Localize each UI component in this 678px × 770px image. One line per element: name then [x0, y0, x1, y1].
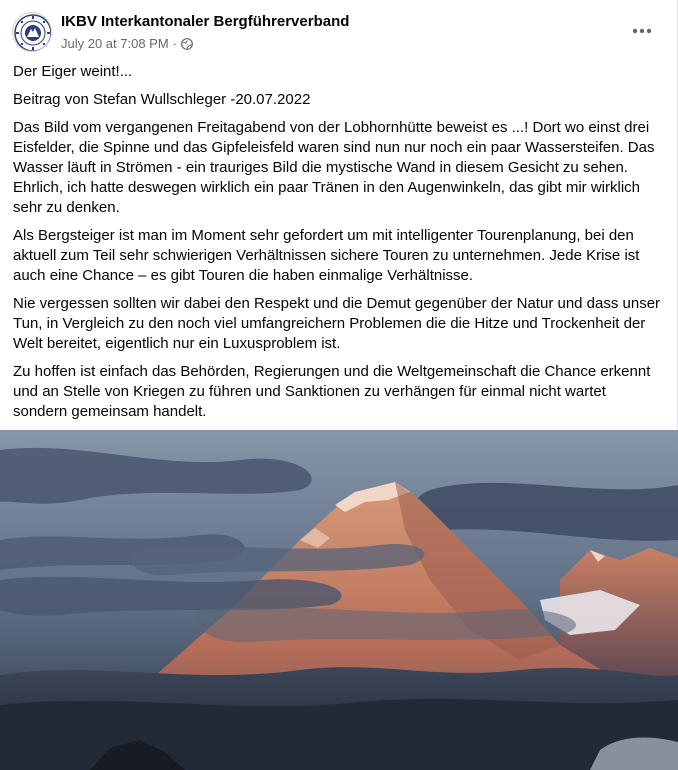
post-meta — [61, 36, 193, 51]
ikbv-logo-icon — [13, 13, 52, 52]
more-options-button[interactable] — [624, 17, 660, 45]
post-paragraph: Nie vergessen sollten wir dabei den Respekt und die Demut gegenüber der Natur und dass unser Tun, in Vergleich zu den noch viel umfangreichern Problemen die die Hitze und Trockenheit der Welt bereitet, eigentlich nur ein Luxusproblem ist. — [13, 295, 661, 352]
page-name-link[interactable]: IKBV Interkantonaler Bergführerverband — [61, 13, 350, 30]
post-timestamp-link[interactable]: July 20 at 7:08 PM — [61, 36, 169, 51]
post-text — [13, 62, 661, 422]
post-paragraph: Als Bergsteiger ist man im Moment sehr gefordert um mit intelligenter Tourenplanung, bei den aktuell zum Teil sehr schwierigen Verhältnissen sichere Touren zu unternehmen. Jede Krise ist auch eine Chance – es gibt Touren die haben einmalige Verhältnisse. — [13, 227, 640, 284]
post-paragraph: Der Eiger weint!... — [13, 63, 133, 80]
post-paragraph: Beitrag von Stefan Wullschleger -20.07.2022 — [13, 91, 311, 108]
post-paragraph: Zu hoffen ist einfach das Behörden, Regierungen und die Weltgemeinschaft die Chance erkennt und an Stelle von Kriegen zu führen und Sanktionen zu verhängen für einmal nicht wartet sondern gemeinsam handelt. — [13, 363, 651, 420]
eiger-mountain-photo — [0, 430, 678, 770]
post-header — [0, 0, 678, 62]
post-photo[interactable] — [0, 430, 678, 770]
more-options-icon — [632, 28, 652, 34]
meta-separator: · — [172, 36, 178, 51]
post-paragraph: Das Bild vom vergangenen Freitagabend von der Lobhornhütte beweist es ...! Dort wo einst drei Eisfelder, die Spinne und das Gipfeleisfeld waren sind nun nur noch ein paar Wassersteifen. Das Wasser läuft in Strömen - ein trauriges Bild die mystische Wand in diesem Gesicht zu sehen. Ehrlich, ich hatte deswegen wirklich ein paar Tränen in den Augenwinkeln, das gibt mir wirklich sehr zu denken. — [13, 119, 655, 216]
globe-icon[interactable] — [181, 38, 193, 50]
page-avatar[interactable] — [12, 12, 52, 52]
